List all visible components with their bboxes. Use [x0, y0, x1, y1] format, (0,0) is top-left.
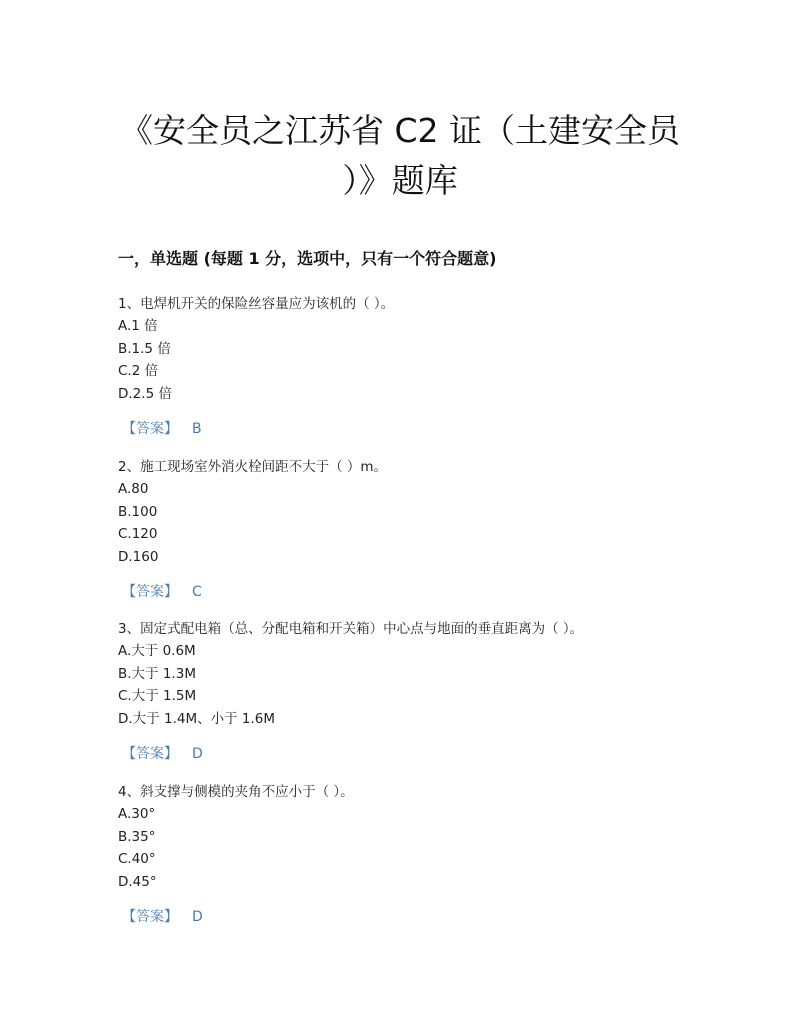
option-b: B.1.5 倍 [118, 340, 171, 357]
answer-line [118, 743, 718, 765]
answer-line [118, 581, 718, 603]
question-1 [118, 293, 718, 440]
question-stem: 2、施工现场室外消火栓间距不大于（ ）m。 [118, 459, 388, 475]
option-d: D.2.5 倍 [118, 385, 172, 402]
option-c: C.40° [118, 851, 156, 867]
option-c: C.120 [118, 526, 158, 542]
option-c: C.2 倍 [118, 363, 159, 379]
option-b: B.35° [118, 828, 156, 845]
title-line-2: ）》题库 [342, 161, 458, 200]
section-heading: 一，单选题 (每题 1 分，选项中，只有一个符合题意) [118, 249, 497, 268]
document-title [0, 106, 800, 206]
option-d: D.大于 1.4M、小于 1.6M [118, 710, 276, 727]
question-stem: 1、电焊机开关的保险丝容量应为该机的（ ）。 [118, 296, 395, 312]
answer-line [118, 906, 718, 928]
option-d: D.45° [118, 873, 157, 890]
question-2 [118, 456, 718, 603]
answer-label: 【答案】 [122, 746, 178, 762]
answer-label: 【答案】 [122, 421, 178, 437]
answer-value: C [192, 584, 202, 600]
question-3 [118, 618, 718, 765]
question-4 [118, 781, 718, 928]
option-c: C.大于 1.5M [118, 688, 197, 704]
question-stem: 4、斜支撑与侧模的夹角不应小于（ ）。 [118, 784, 354, 800]
option-a: A.80 [118, 481, 149, 497]
answer-value: D [192, 909, 203, 925]
answer-label: 【答案】 [122, 584, 178, 600]
option-a: A.30° [118, 806, 156, 822]
option-b: B.大于 1.3M [118, 665, 196, 682]
option-a: A.大于 0.6M [118, 643, 196, 659]
option-b: B.100 [118, 503, 158, 520]
title-line-1: 《安全员之江苏省 C2 证（土建安全员 [119, 111, 681, 150]
answer-value: D [192, 746, 203, 762]
answer-label: 【答案】 [122, 909, 178, 925]
answer-value: B [192, 421, 202, 437]
option-d: D.160 [118, 548, 159, 565]
question-stem: 3、固定式配电箱（总、分配电箱和开关箱）中心点与地面的垂直距离为（ ）。 [118, 621, 584, 637]
answer-line [118, 418, 718, 440]
option-a: A.1 倍 [118, 318, 158, 334]
